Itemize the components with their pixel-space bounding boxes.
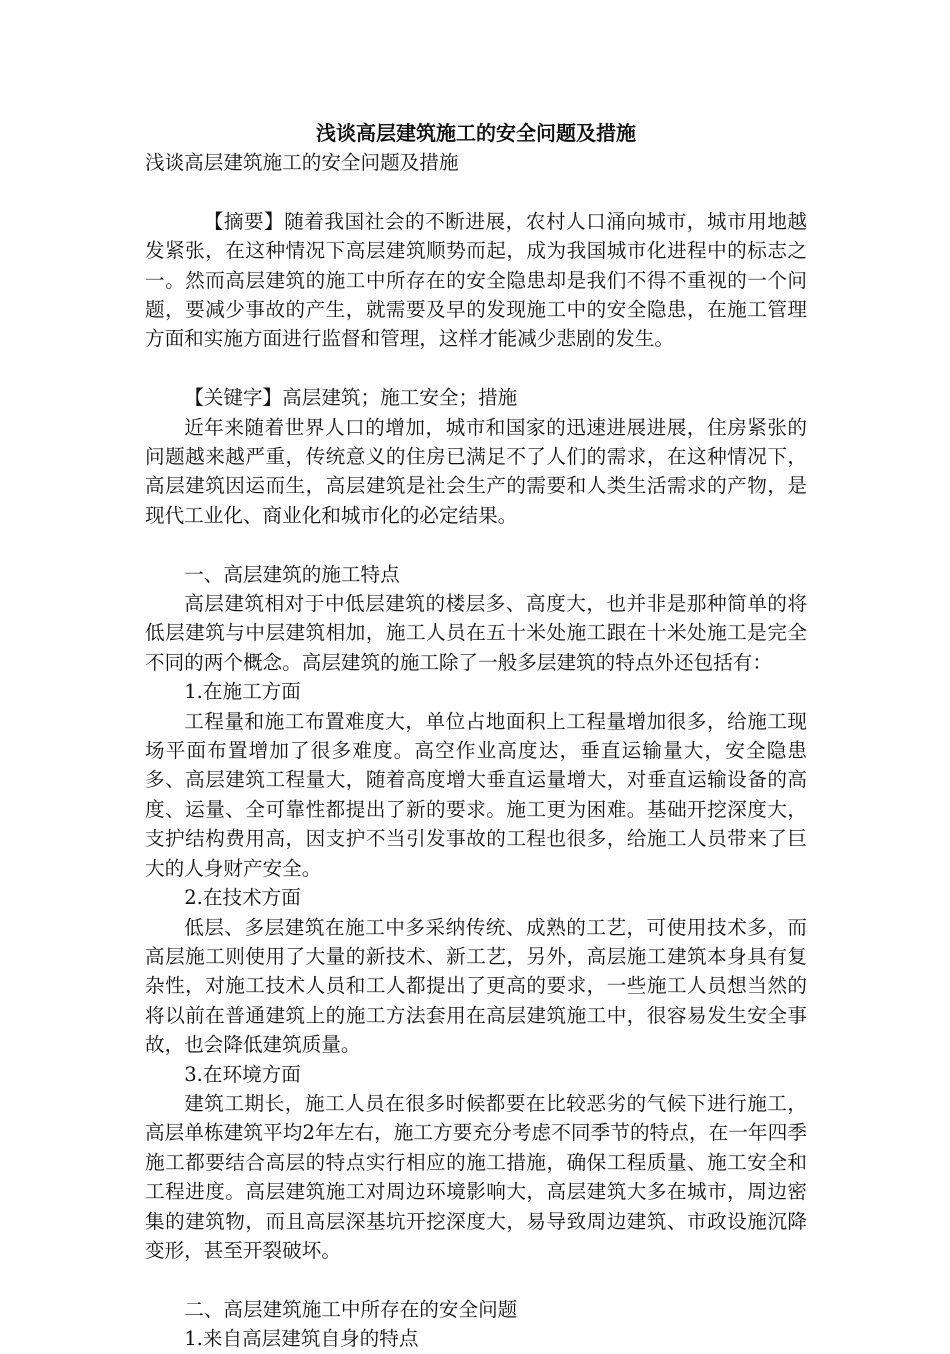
document-subtitle: 浅谈高层建筑施工的安全问题及措施	[145, 151, 459, 174]
subsection-heading: 2.在技术方面	[184, 886, 301, 910]
subsection-heading: 3.在环境方面	[184, 1062, 301, 1086]
document-title: 浅谈高层建筑施工的安全问题及措施	[316, 121, 636, 145]
section-heading: 一、高层建筑的施工特点	[184, 562, 400, 586]
blank-line	[145, 530, 807, 559]
subsection-heading: 1.在施工方面	[184, 680, 301, 704]
subsection-paragraph: 低层、多层建筑在施工中多采纳传统、成熟的工艺，可使用技术多，而高层施工则使用了大量的新技术、新工艺，另外，高层施工建筑本身具有复杂性，对施工技术人员和工人都提出了更高的要求，一些施工人员想当然的将以前在普通建筑上的施工方法套用在高层建筑施工中，很容易发生安全事故，也会降低建筑质量。	[145, 915, 807, 1057]
subsection-paragraph: 工程量和施工布置难度大，单位占地面积上工程量增加很多，给施工现场平面布置增加了很多难度。高空作业高度达，垂直运输量大，安全隐患多、高层建筑工程量大，随着高度增大垂直运量增大，对垂直运输设备的高度、运量、全可靠性都提出了新的要求。施工更为困难。基础开挖深度大，支护结构费用高，因支护不当引发事故的工程也很多，给施工人员带来了巨大的人身财产安全。	[145, 709, 807, 880]
section-heading: 二、高层建筑施工中所存在的安全问题	[184, 1297, 518, 1321]
intro-paragraph: 近年来随着世界人口的增加，城市和国家的迅速进展进展，住房紧张的问题越来越严重，传统意义的住房已满足不了人们的需求，在这种情况下，高层建筑因运而生，高层建筑是社会生产的需要和人类生活需求的产物，是现代工业化、商业化和城市化的必定结果。	[145, 415, 807, 527]
blank-line	[145, 354, 807, 383]
subsection-heading: 1.来自高层建筑自身的特点	[184, 1327, 419, 1351]
blank-line	[145, 177, 807, 206]
document-body	[145, 118, 807, 1354]
abstract-paragraph: 【摘要】随着我国社会的不断进展，农村人口涌向城市，城市用地越发紧张，在这种情况下高层建筑顺势而起，成为我国城市化进程中的标志之一。然而高层建筑的施工中所存在的安全隐患却是我们不得不重视的一个问题，要减少事故的产生，就需要及早的发现施工中的安全隐患，在施工管理方面和实施方面进行监督和管理，这样才能减少悲剧的发生。	[145, 209, 807, 351]
blank-line	[145, 1265, 807, 1294]
keywords-line: 【关键字】高层建筑；施工安全；措施	[184, 386, 518, 410]
section-intro-paragraph: 高层建筑相对于中低层建筑的楼层多、高度大，也并非是那种简单的将低层建筑与中层建筑相加，施工人员在五十米处施工跟在十米处施工是完全不同的两个概念。高层建筑的施工除了一般多层建筑的特点外还包括有：	[145, 592, 807, 674]
subsection-paragraph: 建筑工期长，施工人员在很多时候都要在比较恶劣的气候下进行施工，高层单栋建筑平均2年左右，施工方要充分考虑不同季节的特点，在一年四季施工都要结合高层的特点实行相应的施工措施，确保工程质量、施工安全和工程进度。高层建筑施工对周边环境影响大，高层建筑大多在城市，周边密集的建筑物，而且高层深基坑开挖深度大，易导致周边建筑、市政设施沉降变形，甚至开裂破坏。	[145, 1091, 807, 1262]
